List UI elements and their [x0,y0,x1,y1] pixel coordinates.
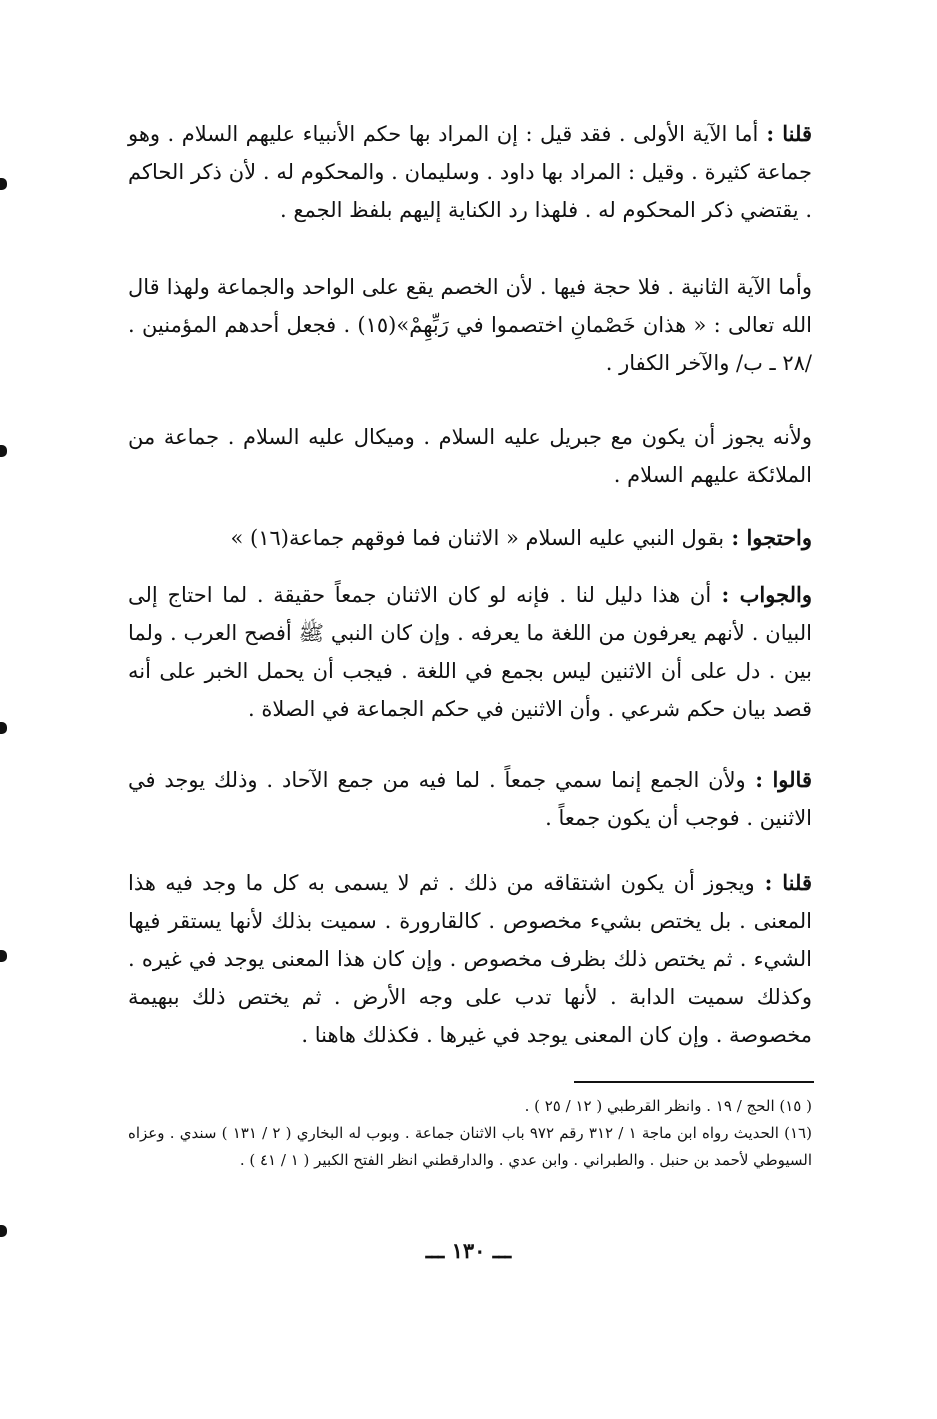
binding-mark [0,950,7,962]
paragraph [128,576,812,728]
paragraph [128,519,812,557]
binding-mark [0,1225,7,1237]
paragraph-lead: والجواب : [711,582,812,607]
paragraph-text: ولأن الجمع إنما سمي جمعاً . لما فيه من جمع الآحاد . وذلك يوجد في الاثنين . فوجب أن يكون جمعاً . [128,768,812,830]
binding-mark [0,445,7,457]
paragraph [128,864,812,1054]
footnote-divider [574,1081,814,1083]
paragraph-text: أما الآية الأولى . فقد قيل : إن المراد بها حكم الأنبياء عليهم السلام . وهو جماعة كثيرة . وقيل : المراد بها داود . وسليمان . والمحكوم له . لأن ذكر الحاكم . يقتضي ذكر المحكوم له . فلهذا رد الكناية إليهم بلفظ الجمع . [128,122,812,222]
paragraph [128,761,812,837]
footnotes [128,1093,812,1174]
page-number: ـــ ١٣٠ ـــ [425,1238,512,1263]
paragraph-text: وأما الآية الثانية . فلا حجة فيها . لأن الخصم يقع على الواحد والجماعة ولهذا قال الله تعالى : « هذان خَصْمانِ اختصموا في رَبِّهِمْ»(١٥) . فجعل أحدهم المؤمنين . /٢٨ ـ ب/ والآخر الكفار . [128,275,812,375]
footnote: ( ١٥) الحج / ١٩ . وانظر القرطبي ( ١٢ / ٢٥ ) . [524,1097,812,1115]
paragraph-text: بقول النبي عليه السلام « الاثنان فما فوقهم جماعة(١٦) » [230,526,725,550]
paragraph-text: ويجوز أن يكون اشتقاقه من ذلك . ثم لا يسمى به كل ما وجد فيه هذا المعنى . بل يختص بشيء مخصوص . كالقارورة . سميت بذلك لأنها يستقر فيها الشيء . ثم يختص ذلك بظرف مخصوص . وإن كان هذا المعنى يوجد في غيره . وكذلك سميت الدابة . لأنها تدب على وجه الأرض . ثم يختص ذلك ببهيمة مخصوصة . وإن كان المعنى يوجد في غيرها . فكذلك هاهنا . [128,871,812,1047]
paragraph [128,115,812,229]
binding-mark [0,722,7,734]
binding-mark [0,178,7,190]
paragraph-text: أن هذا دليل لنا . فإنه لو كان الاثنان جمعاً حقيقة . لما احتاج إلى البيان . لأنهم يعرفون من اللغة ما يعرفه . وإن كان النبي ﷺ أفصح العرب . ولما بين . دل على أن الاثنين ليس بجمع في اللغة . فيجب أن يحمل الخبر على أنه قصد بيان حكم شرعي . وأن الاثنين في حكم الجماعة في الصلاة . [128,583,812,721]
paragraph-text: ولأنه يجوز أن يكون مع جبريل عليه السلام . وميكال عليه السلام . جماعة من الملائكة عليهم السلام . [128,425,812,487]
paragraph-lead: واحتجوا : [724,525,812,550]
paragraph [128,268,812,382]
paragraph-lead: قالوا : [745,767,812,792]
paragraph-lead: قلنا : [754,870,812,895]
paragraph [128,418,812,494]
paragraph-lead: قلنا : [758,121,812,146]
footnote: (١٦) الحديث رواه ابن ماجة ١ / ٣١٢ رقم ٩٧٢ باب الاثنان جماعة . وبوب له البخاري ( ٢ / ١٣١ ) سندي . وعزاه السيوطي لأحمد بن حنبل . والطبراني . وابن عدي . والدارقطني انظر الفتح الكبير ( ١ / ٤١ ) . [128,1124,812,1169]
